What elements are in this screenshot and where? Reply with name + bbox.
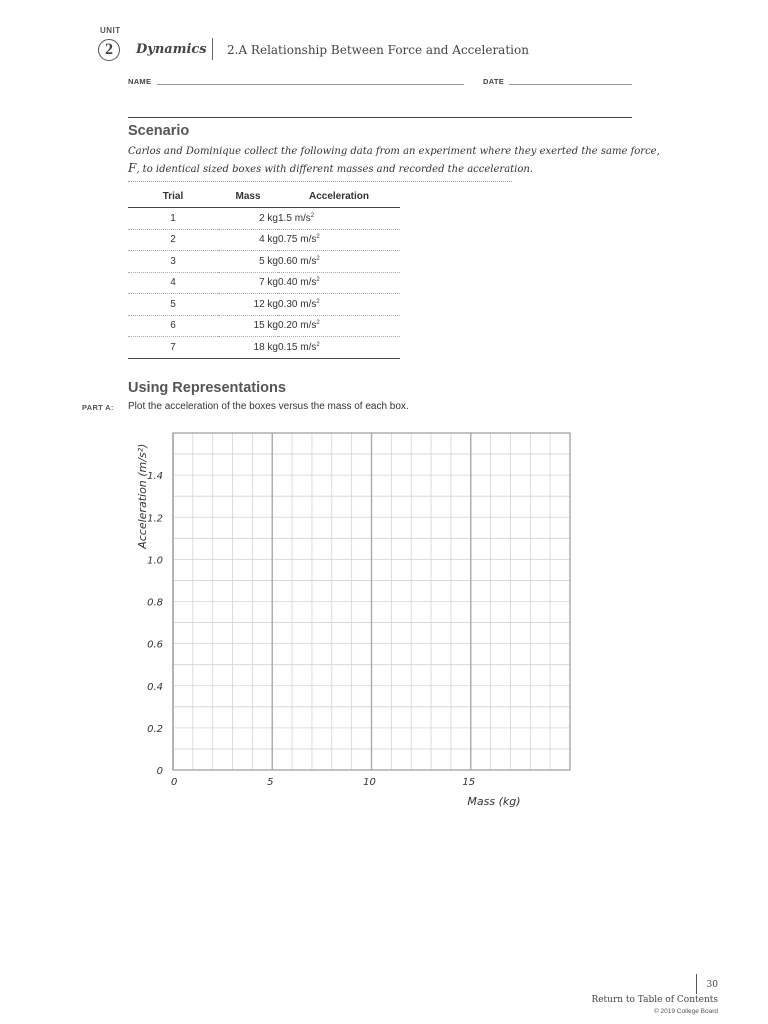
acc-unit-exp: 2 bbox=[316, 320, 320, 327]
trial-cell: 2 bbox=[128, 229, 218, 251]
x-tick-label: 15 bbox=[462, 777, 476, 788]
acc-value: 0.20 bbox=[278, 320, 298, 332]
acc-value: 1.5 bbox=[278, 212, 292, 224]
mass-cell: 12 kg bbox=[218, 294, 278, 316]
part-a-prompt: Plot the acceleration of the boxes versus the mass of each box. bbox=[128, 401, 409, 412]
trial-cell: 7 bbox=[128, 337, 218, 359]
y-tick-label: 0.4 bbox=[147, 681, 163, 693]
acc-unit-exp: 2 bbox=[310, 212, 315, 219]
mass-cell: 4 kg bbox=[218, 229, 278, 251]
page-number: 30 bbox=[706, 980, 718, 990]
acc-value: 0.40 bbox=[278, 277, 298, 289]
y-axis-label: Acceleration (m/s²) bbox=[136, 443, 149, 549]
x-tick-labels bbox=[171, 777, 475, 788]
name-label: NAME bbox=[128, 77, 152, 86]
scenario-line-1: Carlos and Dominique collect the following data from an experiment where they exerted the same force, bbox=[128, 146, 660, 157]
acc-unit-exp: 2 bbox=[316, 255, 320, 262]
toc-link[interactable]: Return to Table of Contents bbox=[591, 995, 718, 1005]
trial-cell: 4 bbox=[128, 272, 218, 294]
x-tick-label: 10 bbox=[363, 777, 376, 788]
trial-cell: 6 bbox=[128, 315, 218, 337]
mass-cell: 7 kg bbox=[218, 272, 278, 294]
acc-unit: m/s bbox=[300, 298, 317, 310]
y-tick-label: 1.0 bbox=[147, 555, 163, 567]
y-tick-label: 0 bbox=[156, 766, 163, 777]
unit-title: Dynamics bbox=[136, 42, 207, 57]
y-tick-label: 1.4 bbox=[147, 471, 163, 483]
copyright: © 2019 College Board bbox=[653, 1008, 718, 1015]
mass-cell: 18 kg bbox=[218, 337, 278, 359]
x-tick-label: 0 bbox=[171, 777, 178, 788]
y-tick-label: 1.2 bbox=[147, 513, 163, 525]
acc-unit: m/s bbox=[294, 212, 311, 224]
unit-label: UNIT bbox=[100, 26, 121, 35]
x-axis-label: Mass (kg) bbox=[467, 795, 521, 808]
mass-cell: 15 kg bbox=[218, 315, 278, 337]
acc-unit: m/s bbox=[300, 320, 317, 332]
scenario-line-2: , to identical sized boxes with different masses and recorded the acceleration. bbox=[136, 164, 534, 175]
acc-unit-exp: 2 bbox=[316, 341, 320, 348]
part-a-label: PART A: bbox=[82, 403, 114, 412]
unit-number-badge: 2 bbox=[98, 39, 120, 61]
acc-value: 0.30 bbox=[278, 298, 298, 310]
y-tick-label: 0.6 bbox=[147, 639, 163, 651]
scenario-heading: Scenario bbox=[128, 123, 190, 139]
mass-cell: 2 kg bbox=[218, 208, 278, 230]
lesson-title: 2.A Relationship Between Force and Acceleration bbox=[227, 43, 529, 57]
acc-unit-exp: 2 bbox=[316, 234, 320, 241]
acc-value: 0.15 bbox=[278, 341, 298, 353]
x-tick-label: 5 bbox=[267, 777, 274, 788]
y-tick-label: 0.8 bbox=[147, 597, 163, 609]
acc-value: 0.60 bbox=[278, 255, 298, 267]
acc-value: 0.75 bbox=[278, 234, 298, 246]
y-tick-label: 0.2 bbox=[147, 723, 163, 735]
trial-cell: 1 bbox=[128, 208, 218, 230]
acc-unit-exp: 2 bbox=[316, 277, 320, 284]
force-variable: F bbox=[128, 161, 137, 175]
date-label: DATE bbox=[483, 77, 505, 86]
acc-unit: m/s bbox=[300, 341, 317, 353]
mass-cell: 5 kg bbox=[218, 251, 278, 273]
y-tick-labels bbox=[147, 471, 163, 777]
trial-cell: 3 bbox=[128, 251, 218, 273]
footer-divider bbox=[696, 974, 697, 994]
trial-cell: 5 bbox=[128, 294, 218, 316]
header-acceleration: Acceleration bbox=[278, 186, 400, 208]
acc-unit-exp: 2 bbox=[316, 298, 320, 305]
acc-unit: m/s bbox=[300, 255, 317, 267]
header-mass: Mass bbox=[218, 186, 278, 208]
representations-heading: Using Representations bbox=[128, 380, 286, 396]
acc-unit: m/s bbox=[300, 277, 317, 289]
header-trial: Trial bbox=[128, 186, 218, 208]
acc-unit: m/s bbox=[300, 234, 317, 246]
